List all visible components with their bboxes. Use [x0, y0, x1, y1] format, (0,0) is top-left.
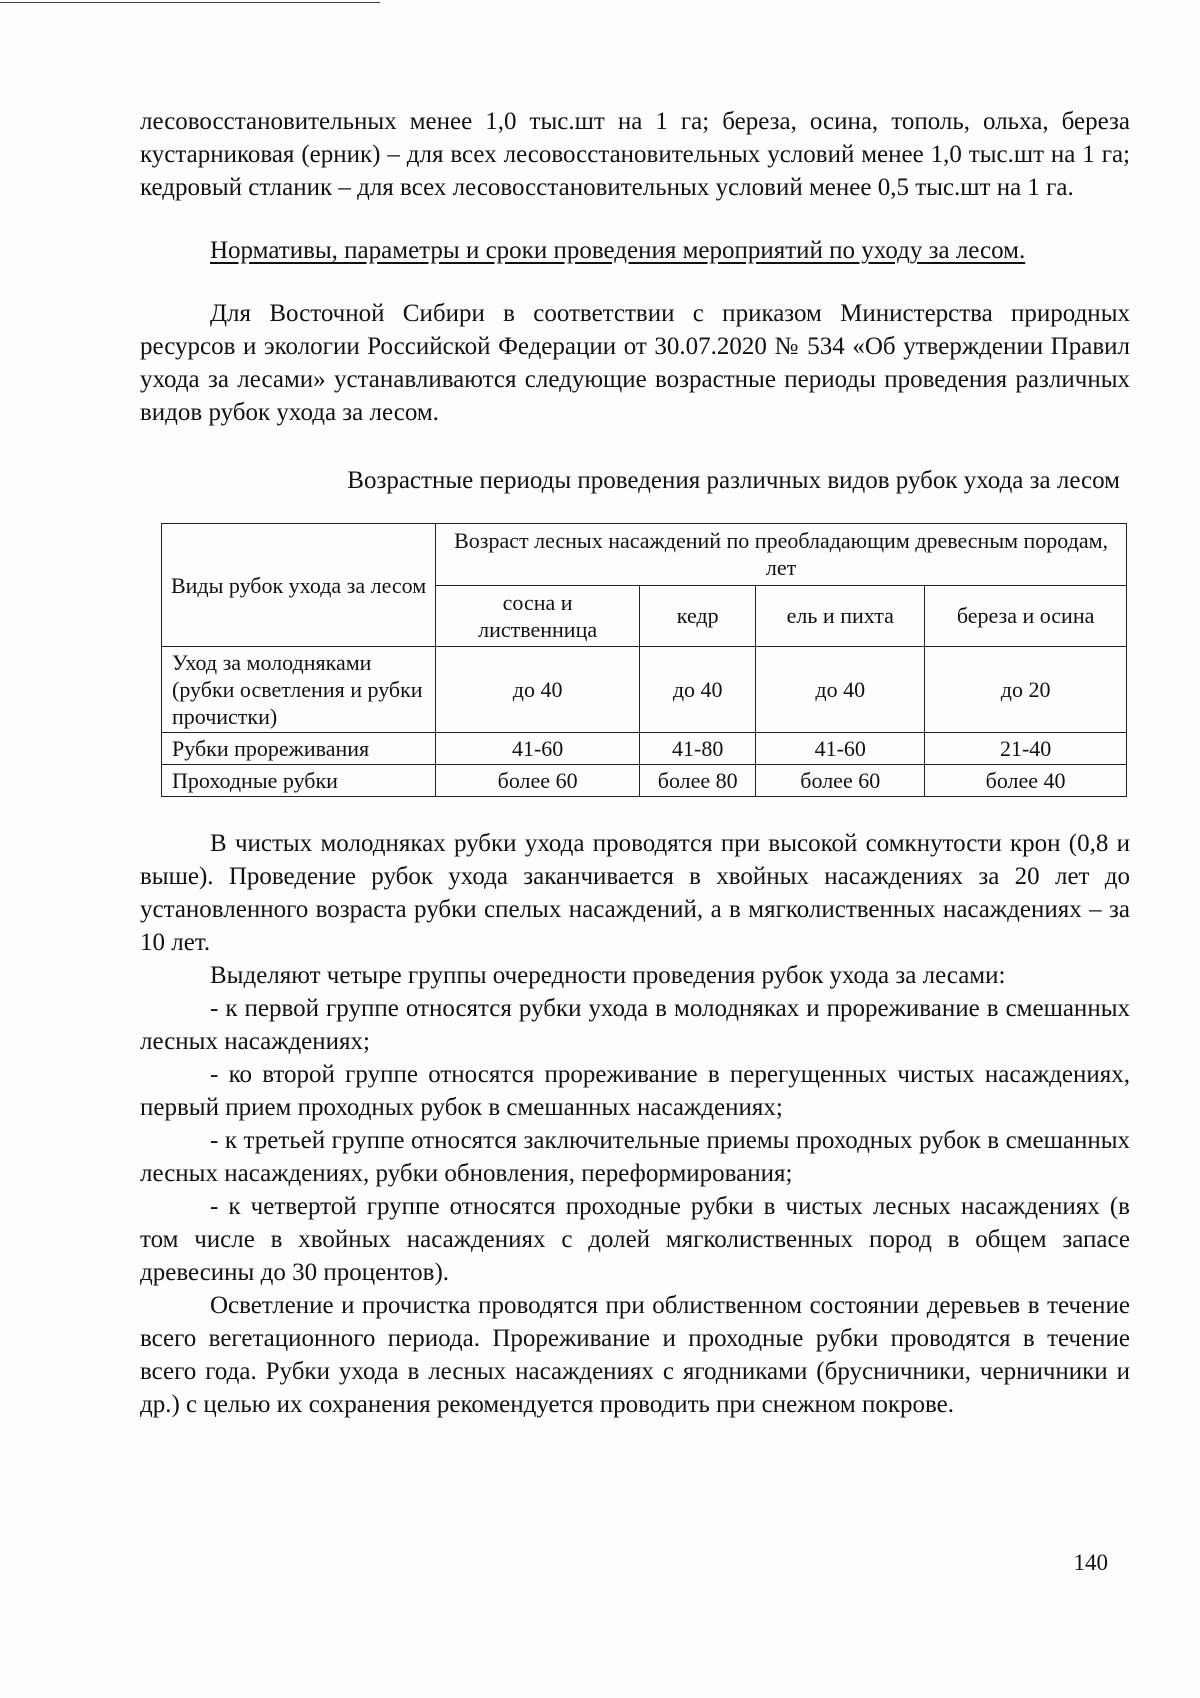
group-item-1: - к первой группе относятся рубки ухода в молодняках и прореживание в смешанных лесных насаждениях;: [140, 995, 1130, 1055]
top-edge-rule: [0, 2, 380, 3]
row-value-cell: 21-40: [925, 733, 1127, 765]
order-paragraph: Для Восточной Сибири в соответствии с приказом Министерства природных ресурсов и экологии Российской Федерации от 30.07.2020 № 534 «Об утверждении Правил ухода за лесами» устанавливаются следующие возрастные периоды проведения различных видов рубок ухода за лесом.: [140, 300, 1130, 426]
intro-paragraph: лесовосстановительных менее 1,0 тыс.шт на 1 га; береза, осина, тополь, ольха, береза кустарниковая (ерник) – для всех лесовосстановительных условий менее 1,0 тыс.шт на 1 га; кедровый стланик – для всех лесовосстановительных условий менее 0,5 тыс.шт на 1 га.: [140, 108, 1130, 201]
section-heading: [140, 234, 1130, 267]
row-value-cell: более 60: [436, 765, 640, 797]
row-value-cell: до 40: [756, 647, 925, 733]
body-paragraph: Выделяют четыре группы очередности проведения рубок ухода за лесами:: [210, 962, 1006, 989]
row-value-cell: до 40: [436, 647, 640, 733]
header-cell-species: сосна и лиственница: [436, 585, 640, 647]
table-caption: Возрастные периоды проведения различных видов рубок ухода за лесом: [347, 467, 1120, 494]
group-item-2: - ко второй группе относятся прореживание в перегущенных чистых насаждениях, первый прием проходных рубок в смешанных насаждениях;: [140, 1061, 1130, 1121]
row-type-cell: Уход за молодняками (рубки осветления и рубки прочистки): [162, 647, 436, 733]
header-cell-age: Возраст лесных насаждений по преобладающим древесным породам, лет: [436, 524, 1127, 586]
row-type-cell: Рубки прореживания: [162, 733, 436, 765]
table-row: [162, 765, 1127, 797]
table-row: [162, 647, 1127, 733]
header-cell-species: кедр: [640, 585, 756, 647]
row-type-cell: Проходные рубки: [162, 765, 436, 797]
table-header-row: [162, 524, 1127, 586]
group-item-3: - к третьей группе относятся заключительные приемы проходных рубок в смешанных лесных насаждениях, рубки обновления, переформирования;: [140, 1127, 1130, 1187]
body-paragraph: В чистых молодняках рубки ухода проводятся при высокой сомкнутости крон (0,8 и выше). Проведение рубок ухода заканчивается в хвойных насаждениях за 20 лет до установленного возраста рубки спелых насаждений, а в мягколиственных насаждениях – за 10 лет.: [140, 830, 1130, 956]
table-row: [162, 733, 1127, 765]
body-paragraph: Осветление и прочистка проводятся при облиственном состоянии деревьев в течение всего вегетационного периода. Прореживание и проходные рубки проводятся в течение всего года. Рубки ухода в лесных насаждениях с ягодниками (брусничники, черничники и др.) с целью их сохранения рекомендуется проводить при снежном покрове.: [140, 1292, 1130, 1418]
section-heading-text: Нормативы, параметры и сроки проведения мероприятий по уходу за лесом.: [210, 237, 1026, 264]
row-value-cell: 41-60: [436, 733, 640, 765]
header-cell-type: Виды рубок ухода за лесом: [162, 524, 436, 647]
header-cell-species: ель и пихта: [756, 585, 925, 647]
page-number: 140: [1073, 1550, 1108, 1575]
row-value-cell: более 80: [640, 765, 756, 797]
row-value-cell: до 20: [925, 647, 1127, 733]
body-section: [140, 827, 1130, 1421]
group-item-4: - к четвертой группе относятся проходные рубки в чистых лесных насаждениях (в том числе в хвойных насаждениях с долей мягколиственных пород в общем запасе древесины до 30 процентов).: [140, 1193, 1130, 1286]
page-content: [140, 105, 1130, 1421]
row-value-cell: 41-60: [756, 733, 925, 765]
row-value-cell: 41-80: [640, 733, 756, 765]
row-value-cell: до 40: [640, 647, 756, 733]
row-value-cell: более 40: [925, 765, 1127, 797]
header-cell-species: береза и осина: [925, 585, 1127, 647]
row-value-cell: более 60: [756, 765, 925, 797]
age-periods-table: [161, 523, 1127, 797]
